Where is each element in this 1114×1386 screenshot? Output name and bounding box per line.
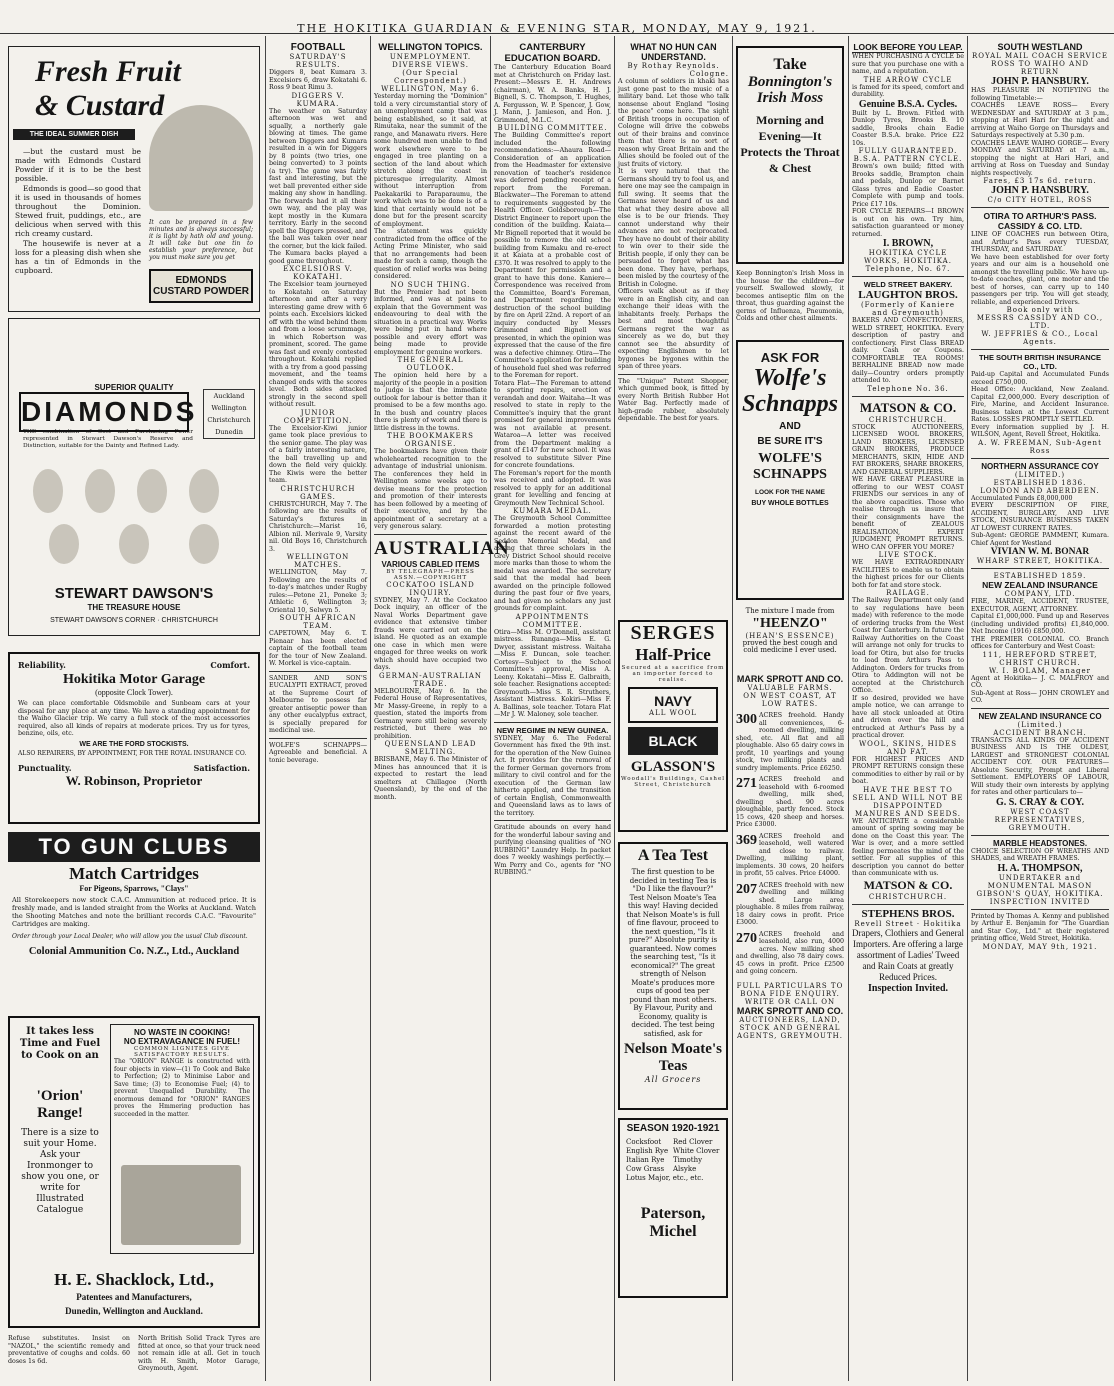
tea-test-heading: A Tea Test bbox=[637, 847, 709, 864]
wellington-date: WELLINGTON, May 6. bbox=[381, 85, 480, 93]
northern-text: EVERY DESCRIPTION OF FIRE, ACCIDENT, BURGLARY, AND LIVE STOCK, INSURANCE BUSINESS TAKEN AT LOWEST CURRENT RATES. bbox=[971, 502, 1109, 532]
mark-sprott-ad bbox=[736, 674, 844, 1380]
football-text-3: The Excelsior-Kiwi junior game took place previous to the senior game. The play was of a fairly interesting nature, the ball travelling up and down the field very quickly. The Kiwis were the better team. bbox=[269, 424, 367, 484]
west-coast-rates: ON WEST COAST, AT LOW RATES. bbox=[743, 692, 837, 708]
cray-role: WEST COAST REPRESENTATIVES, GREYMOUTH. bbox=[994, 807, 1086, 832]
eucalypti-ad: SANDER AND SON'S EUCALYPTI EXTRACT, proved at the Supreme Court of Melbourne to possess far greater antiseptic power than any other eucalyptus extract, is specially prepared for medicinal use. bbox=[269, 674, 367, 734]
nelson-moate-brand: Nelson Moate's Teas bbox=[624, 1041, 722, 1074]
football-text-5: WELLINGTON, May 7. Following are the results of to-day's matches under Rugby rules:—Petone 21, Poneke 3; Athletic 6, Wellington 3; Oriental 10, Selwyn 5. bbox=[269, 569, 367, 614]
accident-text: TRANSACTS ALL KINDS OF ACCIDENT BUSINESS AND IS THE OLDEST, LARGEST and STRONGEST COLONIAL ACCIDENT COY. OUR FEATURES—Absolute Security, Prompt and Liberal Settlement. EMPLOYERS OF LABOUR, Will study their own interests by applying for rates and other particulars to— bbox=[971, 736, 1109, 796]
bonnington-take: Take bbox=[773, 56, 807, 73]
ring-illustration bbox=[85, 469, 115, 513]
canterbury-text-3: Totara Flat—The Foreman to attend to sporting repairs, erection of verandah and door. Waitaha—It was resolved to state in reply to the Committee's inquiry that the grant promised for general improvements was not available at present. Wataroa—A letter was received from the Department making a grant of £147 for new school. It was resolved to substitute Silver Pine for concrete foundations. bbox=[494, 379, 611, 469]
garage-copy: We can place comfortable Oldsmobile and Sunbeam cars at your disposal for any place at any time. We have a standing appointment for the Waiho Glacier trip. We carry a full stock of the most accessories required, also all kinds of repairs at moderate prices. Try us for tyres, benzine, oils, etc. bbox=[18, 700, 250, 737]
tyres-note: North British Solid Track Tyres are fitted at once, so that your truck need not remain idle at all. Get in touch with H. Smith, Motor Garage, Greymouth, Agent. bbox=[138, 1335, 260, 1372]
garage-subtitle: (opposite Clock Tower). bbox=[95, 688, 173, 697]
bakery-telephone: Telephone No. 36. bbox=[867, 384, 949, 393]
seed-item: White Clover bbox=[673, 1147, 720, 1155]
wolfes-and: AND bbox=[779, 421, 801, 432]
wellington-sub-2: DIVERSE VIEWS. bbox=[392, 61, 469, 69]
football-section-6: SOUTH AFRICAN TEAM. bbox=[279, 614, 357, 630]
coach-leave-ross: COACHES LEAVE ROSS— Every WEDNESDAY and SATURDAY at 3 p.m., stopping at Hari Hari for the night and arriving at Waiho Gorge on Thursdays and Saturdays respectively at 5.30 p.m. bbox=[971, 102, 1109, 139]
ring-illustration bbox=[119, 524, 149, 564]
reliability-label: Reliability. bbox=[18, 660, 66, 670]
wellington-correspondent: (Our Special Correspondent.) bbox=[393, 69, 468, 85]
northern-city: LONDON AND ABERDEEN. bbox=[980, 486, 1100, 495]
aus-section-3: QUEENSLAND LEAD SMELTING. bbox=[384, 740, 477, 756]
northern-heading: NORTHERN ASSURANCE COY bbox=[981, 461, 1099, 471]
serges-sub: Secured at a sacrifice from an importer forced to realise. bbox=[621, 665, 725, 683]
otira-text-1: LINE OF COACHES run between Otira, and Arthur's Pass every TUESDAY, THURSDAY, and SATURDAY. bbox=[971, 231, 1109, 253]
matson-text-4: The Railway Department only (and to say regulations have been made) with reference to the mode of ordering trucks from the West Coast for Canterbury. In future the Railway Authorities on the Coast will arrange not only for trucks to load for Otira, but also for trucks to load from Arthurs Pass to Addington. Orders for trucks from Otira to Addington will not be accepted at the Christchurch Office. bbox=[852, 597, 964, 694]
northern-est: ESTABLISHED 1836. bbox=[993, 478, 1087, 487]
full-particulars: FULL PARTICULARS TO BONA FIDE ENQUIRY. bbox=[736, 981, 844, 998]
range-stove-illustration bbox=[121, 1165, 241, 1245]
bonnington-slogan: Morning and Evening—It Protects the Throat & Chest bbox=[740, 113, 840, 175]
masthead: THE HOKITIKA GUARDIAN & EVENING STAR, MONDAY, MAY 9, 1921. bbox=[0, 0, 1114, 34]
bsa-text: Built by L. Brown. Fitted with Dunlop Tyres, Brooks B. 10 saddle, Brooks chain Eadie Coaster B.S.A. brake. Price £22 10s. bbox=[852, 109, 964, 147]
aus-text-2: MELBOURNE, May 6. In the Federal House of Representatives, Mr Massy-Greene, in reply to a question, stated the imports from Germany were still being severely restricted, but there was no prohibition. bbox=[374, 687, 487, 740]
new-guinea-heading: NEW REGIME IN NEW GUINEA. bbox=[496, 725, 609, 735]
best-to-sell: HAVE THE BEST TO SELL AND WILL NOT BE DISAPPOINTED bbox=[852, 785, 964, 810]
tea-test-copy: The first question to be decided in testing Tea is "Do I like the flavour?" Test Nelson Moate's Tea this way! Having decided that Nelson Moate's is full of fine flavour, proceed to the next question, "Is it pure?" Absolute purity is guaranteed. Now comes the searching test, "Is it economical?" The great strength of Nelson Moate's produces more cups of good tea per pound than most others. By Flavour, Purity and Economy, quality is decided. The test being satisfied, ask for bbox=[626, 868, 720, 1038]
edmonds-tin: EDMONDS CUSTARD POWDER bbox=[149, 269, 253, 303]
hansbury-name-2: JOHN P. HANSBURY. bbox=[991, 185, 1089, 196]
stephens-invite: Inspection Invited. bbox=[867, 982, 948, 994]
football-heading: FOOTBALL bbox=[290, 42, 346, 53]
south-british-sub: A. W. FREEMAN, Sub-Agent Ross bbox=[978, 438, 1102, 455]
wellington-section-4: THE BOOKMAKERS ORGANISE. bbox=[387, 432, 474, 448]
stephens-copy: Drapers, Clothiers and General Importers. Are offering a large assortment of Ladies' Tweed and Rain Coats at greatly Reduced Prices. bbox=[852, 927, 964, 982]
diamond-superior-label: SUPERIOR QUALITY bbox=[94, 383, 174, 392]
orion-lignite: COMMON LIGNITES GIVE SATISFACTORY RESULTS. bbox=[133, 1046, 230, 1058]
canterbury-column bbox=[494, 42, 611, 1380]
no-extravagance: NO EXTRAVAGANCE IN FUEL! bbox=[123, 1037, 241, 1046]
mark-sprott-heading: MARK SPROTT AND CO. bbox=[736, 674, 844, 684]
all-wool: ALL WOOL bbox=[649, 709, 697, 717]
cassidy-heading: CASSIDY & CO. LTD. bbox=[997, 221, 1083, 231]
otira-firm: MESSRS CASSIDY AND CO., LTD. bbox=[976, 314, 1104, 330]
farm-number: 271 bbox=[736, 776, 757, 791]
railage: RAILAGE. bbox=[886, 589, 930, 597]
gun-copy: All Storekeepers now stock C.A.C. Ammunition at reduced price. It is freshly made, and is landed straight from the Works at Auckland. Watch the Shooting Matches and note the brilliant records C.A.C. "Favourite" Cartridges are making. bbox=[12, 896, 256, 928]
bonnington-footnote: Keep Bonnington's Irish Moss in the house for the children—for yourself. Swallowed slowly, it becomes antiseptic film on the throat, thus guarding against the germs of Influenza, Pneumonia, Colds and other chest ailments. bbox=[736, 270, 844, 322]
nz-ins-agent: Agent at Hokitika— J. C. MALFROY and CO. bbox=[971, 674, 1109, 689]
paterson-michel: Paterson, Michel bbox=[640, 1205, 706, 1240]
no-hun-byline: By Rothay Reynolds. bbox=[627, 62, 720, 70]
shacklock-cities: Dunedin, Wellington and Auckland. bbox=[65, 1306, 203, 1316]
cray-firm: G. S. CRAY & COY. bbox=[995, 796, 1085, 808]
orion-right-panel bbox=[110, 1024, 254, 1254]
orion-name: 'Orion' Range! bbox=[36, 1088, 84, 1121]
nz-ins-co-heading: NEW ZEALAND INSURANCE CO bbox=[978, 711, 1102, 721]
heenzo-quote: The mixture I made from bbox=[745, 607, 835, 615]
punctuality-label: Punctuality. bbox=[18, 763, 72, 773]
matson-text-5: If so desired, provided we have ample notice, we can arrange to have all stock unloaded at Otira and driven over the hill and entrucked at Arthur's Pass by a practical drover. bbox=[852, 694, 964, 739]
otira-heading: OTIRA TO ARTHUR'S PASS. bbox=[983, 211, 1097, 221]
aus-text-3: BRISBANE, May 6. The Minister of Mines has announced that it is expected to restart the lead smelters at Chillagoe (North Queensland), by the end of the month. bbox=[374, 756, 487, 801]
aus-section-2: GERMAN-AUSTRALIAN TRADE. bbox=[378, 671, 483, 688]
farm-number: 207 bbox=[736, 881, 757, 897]
football-text-4: CHRISTCHURCH, May 7. The following are the results of Saturday's fixtures in Christchurch:—Marist 16, Albion nil. Merivale 9, Varsity nil. Old Boys 16, Christchurch 3. bbox=[269, 500, 367, 553]
south-british-heading: THE SOUTH BRITISH INSURANCE CO., LTD. bbox=[978, 353, 1102, 371]
football-text-6: CAPETOWN, May 6. T. Pienaar has been elected captain of the football team for the tour of New Zealand. W. Morkel is vice-captain. bbox=[269, 630, 367, 667]
canterbury-text-2: The Building Committee's report included the following recommendations:—Ahaura Road—Consideration of an application from the Headmaster for extensive renovation of teacher's residence was deferred pending receipt of a report from the Foreman. Blackwater—The Foreman to attend to requirements suggested by the Health Officer. Goldsborough—The District Engineer to report upon the condition of the building. Kaiata—Mr Bignell reported that it would be possible to remove the old school building from Kumaku and re-erect it at Kaiata at a probable cost of £370. It was resolved to apply to the Department for permission and a grant to have this done. Kaniere—Correspondence was received from the Committee, Board's Foreman, and Department regarding the destruction of the school building by fire on April 22nd. A report of an inquiry conducted by Messrs Grimmond and Bignell was presented, in which the opinion was expressed that the cause of the fire was a defective chimney. Otira—The Committee's application for building of household fuel shed was referred to the Foreman for report. bbox=[494, 132, 611, 379]
column-seven bbox=[852, 42, 964, 1380]
unique-shopper-note: The "Unique" Patent Shopper, which gummed book, is fitted by every North British Rubber Hot Water Bag. Perfectly made of high-grade rubber, absolutely dependable. The best for years. bbox=[618, 377, 729, 422]
football-column bbox=[269, 42, 367, 1380]
motor-garage-ad bbox=[8, 652, 260, 824]
shacklock-sub: Patentees and Manufacturers, bbox=[76, 1292, 192, 1302]
ford-stockists: WE ARE THE FORD STOCKISTS. bbox=[79, 740, 189, 748]
ring-illustration bbox=[33, 469, 63, 513]
seed-item: Cow Grass bbox=[626, 1165, 665, 1173]
coach-fares: Fares, £3 17s 6d. return. bbox=[983, 177, 1097, 185]
seed-item: English Rye bbox=[626, 1147, 669, 1155]
custard-copy-1: —but the custard must be made with Edmonds Custard Powder if it is to be the best possible. bbox=[15, 147, 141, 183]
treasure-house: THE TREASURE HOUSE bbox=[87, 603, 181, 612]
city-2: Wellington bbox=[211, 404, 247, 412]
football-section-4: CHRISTCHURCH GAMES. bbox=[280, 484, 356, 501]
column-rule bbox=[490, 36, 491, 1381]
mark-sprott-role: AUCTIONEERS, LAND, STOCK AND GENERAL AGENTS, GREYMOUTH. bbox=[737, 1015, 843, 1040]
arrow-cycle-text: is famed for its speed, comfort and durability. bbox=[852, 83, 964, 98]
buy-whole-bottles: BUY WHOLE BOTTLES bbox=[751, 500, 829, 507]
farm-description: ACRES freehold. Handy all conveniences, 6-roomed dwelling, milking shed, etc. All flat and all ploughable. Also 65 dairy cows in profit, 10 yearlings and young stock, two milking plants and sundry implements. Price £6250. bbox=[736, 712, 844, 772]
stewart-dawson-name: STEWART DAWSON'S bbox=[54, 585, 214, 602]
bonar-address: WHARF STREET, HOKITIKA. bbox=[976, 557, 1104, 565]
stewart-dawson-ad bbox=[8, 318, 260, 636]
wellington-text-3: But the Premier had not been informed, and was at pains to explain that the Government was endeavouring to deal with the situation in a practical way. Works were being put in hand where possible and every effort was being made to provide employment for genuine workers. bbox=[374, 288, 487, 356]
seed-item: Italian Rye bbox=[626, 1156, 665, 1164]
glassons-name: GLASSON'S bbox=[630, 759, 716, 775]
nz-ins-subagent: Sub-Agent at Ross— JOHN CROWLEY and CO. bbox=[971, 689, 1109, 704]
nz-ins-est: ESTABLISHED 1859. bbox=[993, 572, 1087, 580]
cycle-repairs: FOR CYCLE REPAIRS—I BROWN is out on his own. Try him, satisfaction guaranteed or money returned. bbox=[852, 208, 964, 238]
wellington-heading: WELLINGTON TOPICS. bbox=[378, 42, 483, 53]
coach-route: ROSS TO WAIHO AND RETURN bbox=[991, 60, 1089, 76]
football-section-1: DIGGERS V. KUMARA. bbox=[291, 91, 345, 108]
south-british-agent: Every information supplied by J. H. WILSON, Agent, Revell Street, Hokitika. bbox=[971, 423, 1109, 438]
serges-half-price: Half-Price bbox=[635, 645, 711, 664]
no-hun-city: Cologne. bbox=[689, 70, 729, 78]
matson-text-1: STOCK AUCTIONEERS, LICENSED WOOL BROKERS, LAND BROKERS, LICENSED GRAIN BROKERS, PRODUCE MERCHANTS, SKIN, HIDE AND FAT BROKERS, SHARE BROKERS, AND GENERAL SUPPLIERS. bbox=[852, 423, 964, 476]
nz-ins-text-1: FIRE, MARINE, ACCIDENT, TRUSTEE, EXECUTOR, AGENT, ATTORNEY. bbox=[971, 598, 1109, 613]
football-sub: SATURDAY'S RESULTS. bbox=[289, 53, 347, 69]
orion-body: The "ORION" RANGE is constructed with four objects in view—(1) To Cook and Bake to Perfection; (2) to Minimise Labor and Save time; (3) to Economise Fuel; (4) to prevent Unequalled Durability. The enormous demand for "ORION" RANGES proves the Hmmering production has succeeded in the matter. bbox=[114, 1058, 250, 1118]
farm-number: 300 bbox=[736, 712, 757, 727]
seed-list bbox=[620, 1134, 726, 1187]
nz-ins-manager: W. I. BOLAM, Manager bbox=[989, 666, 1091, 675]
football-section-3: JUNIOR COMPETITION. bbox=[283, 408, 353, 425]
nz-ins-heading: NEW ZEALAND INSURANCE bbox=[982, 580, 1098, 590]
wellington-sub: UNEMPLOYMENT. bbox=[389, 53, 472, 61]
laughton-sub: (Formerly of Kaniere and Greymouth) bbox=[860, 301, 956, 317]
wolfes-name-2: WOLFE'S SCHNAPPS bbox=[753, 451, 827, 482]
column-rule bbox=[967, 36, 968, 1381]
ring-illustration bbox=[137, 469, 167, 513]
city-3: Christchurch bbox=[207, 416, 251, 424]
farm-number: 270 bbox=[736, 930, 757, 946]
ring-illustration bbox=[189, 524, 219, 564]
football-section-2: EXCELSIORS V. KOKATAHI. bbox=[283, 265, 353, 281]
no-hun-article bbox=[618, 42, 729, 612]
season-seeds-ad bbox=[618, 1118, 728, 1298]
city-4: Dunedin bbox=[215, 428, 243, 436]
brown-name: I. BROWN, bbox=[882, 238, 934, 249]
nz-ins-capital: Capital £1,000,000. Fund up and Reserves (including undivided profits) £1,840,000. Net Income (1916) £850,000. bbox=[971, 613, 1109, 635]
custard-heading-2: & Custard bbox=[35, 89, 165, 122]
stewart-dawson-address: STEWART DAWSON'S CORNER · CHRISTCHURCH bbox=[50, 617, 218, 624]
look-for-name: LOOK FOR THE NAME bbox=[754, 489, 826, 496]
city-1: Auckland bbox=[213, 392, 245, 400]
wellington-text-1: Yesterday morning the "Dominion" told a very circumstantial story of an unemployment camp that was being established, so it said, at Rimutaka, near the summit of the range, and Manawatu rivers. Here some hundred men unable to find work elsewhere were to be engaged in tree planting on a section of the land about which stretch along the coast in picturesque irregularity. Almost without interruption from Paekakariki to Paraparaumu, the work which was to be done is of a kind that certainly would not be done but for the present scarcity of employment. bbox=[374, 93, 487, 228]
look-before-text: WHEN PURCHASING A CYCLE be sure that you purchase one with a name, and a reputation. bbox=[852, 53, 964, 75]
hansbury-name: JOHN P. HANSBURY. bbox=[991, 76, 1089, 87]
gun-clubs-title: TO GUN CLUBS bbox=[8, 832, 260, 862]
thompson-name: H. A. THOMPSON, bbox=[997, 862, 1083, 874]
seed-item: Red Clover bbox=[673, 1138, 713, 1146]
hansbury-intro: HAS PLEASURE IN NOTIFYING the following Timetable:— bbox=[971, 87, 1109, 102]
canterbury-section-1: BUILDING COMMITTEE. bbox=[497, 124, 608, 132]
cycle-telephone: Telephone, No. 67. bbox=[865, 265, 951, 273]
ring-illustration bbox=[49, 524, 79, 564]
weld-bakery: WELD STREET BAKERY. bbox=[863, 280, 953, 289]
fully-guaranteed: FULLY GUARANTEED. bbox=[858, 147, 958, 155]
northern-agent: Sub-Agent: GEORGE PAMMENT, Kumara. Chief Agent for Westland bbox=[971, 532, 1109, 547]
accident-branch: ACCIDENT BRANCH. bbox=[993, 728, 1087, 737]
mark-sprott-firm: MARK SPROTT AND CO. bbox=[736, 1005, 844, 1016]
shacklock-name: H. E. Shacklock, Ltd., bbox=[54, 1270, 214, 1289]
farm-description: ACRES freehold and leasehold, also run, 4000 acres. New milking shed and dwelling, also 78 dairy cows. 45 cows in profit. Price £2500 and going concern. bbox=[736, 930, 844, 975]
seed-item: Alsyke bbox=[673, 1165, 697, 1173]
custard-copy-2: Edmonds is good—so good that it is used in thousands of homes throughout the Dominion. Stewed fruit, puddings, etc., are delicious when served with this rich creamy custard. bbox=[15, 184, 141, 238]
stephens-street: Revell Street · Hokitika bbox=[854, 919, 962, 928]
wellington-text-2: The statement was quickly contradicted from the office of the Acting Prime Minister, who said that no arrangements had been made for such a camp, though the question of relief works was being considered. bbox=[374, 228, 487, 280]
orion-intro: It takes less Time and Fuel to Cook on an bbox=[19, 1026, 101, 1061]
bonnington-ad bbox=[736, 46, 844, 264]
farm-description: ACRES freehold with new dwelling and milking shed. Large area ploughable. 8 miles from railway, 18 dairy cows in profit. Price £3000. bbox=[736, 881, 844, 926]
wellington-section-2: NO SUCH THING. bbox=[390, 280, 471, 289]
diamonds-cities bbox=[203, 389, 255, 439]
wellington-section-3: THE GENERAL OUTLOOK. bbox=[397, 356, 464, 372]
no-hun-text-2: It is very natural that the Germans should try to fool us, and here one may see the campaign in full swing. It seems that the Germans never heard of us and that what they desire above all else is to be our friends. They cannot understand why their advances are not reciprocated. They have no doubt of their ability to win over to their side the British people, if only they can be persuaded to forget what has been done. They have, perhaps, been misled by the courtesy of the British in Cologne. bbox=[618, 168, 729, 288]
otira-text-2: We have been established for over forty years and our aim is a household one amongst the travelling public. We have up-to-date coaches, giant, one motor and the best of horses, can carry up to 140 passengers per trip. You will get steady, reliable, and experienced Drivers. bbox=[971, 253, 1109, 306]
bakery-text: BAKERS AND CONFECTIONERS, WELD STREET, HOKITIKA. Every description of pastry and confectionery. First Class BREAD daily. Cash or Coupons. COMFORTABLE TEA ROOMS! BERHALINE BREAD now made daily—Country orders promptly attended to. bbox=[852, 317, 964, 384]
gratitude-note: Gratitude abounds on every hand for the wonderful labour saving and purifying cleansing qualities of "NO RUBBING" Laundry Help. In packet does 7 weekly washings perfectly.—Wm Perry and Co., agents for "NO RUBBING." bbox=[494, 824, 611, 876]
australian-heading: AUSTRALIAN bbox=[374, 537, 510, 559]
match-cartridges: Match Cartridges bbox=[69, 864, 199, 883]
bsa-pattern: B.S.A. PATTERN CYCLE. bbox=[853, 155, 963, 163]
stephens-name: STEPHENS BROS. bbox=[861, 907, 955, 920]
otira-agents: W. JEFFRIES & CO., Local Agents. bbox=[981, 330, 1099, 346]
matson-text-3: WE HAVE EXTRAORDINARY FACILITIES to enable us to obtain the highest prices for our Clients both for fat and store stock. bbox=[852, 559, 964, 589]
nazol-note: Refuse substitutes. Insist on "NAZOL," the scientific remedy and preventative of coughs and colds. 60 doses 1s 6d. bbox=[8, 1335, 130, 1365]
football-text-2: The Excelsior team journeyed to Kokatahi on Saturday afternoon and after a very interesting game drew with 6 points each. Excelsiors kicked off with the wind behind them and from a loose scrummage, in which Robertson was prominent, scored. The game was fast and evenly contested throughout. Kokatahi replied with a try from a good passing movement, and the teams changed ends with the scores level. Both sides attacked strongly in the second spell without result. bbox=[269, 281, 367, 408]
column-rule bbox=[370, 36, 371, 1381]
print-date: MONDAY, MAY 9th, 1921. bbox=[982, 942, 1098, 951]
farm-number: 369 bbox=[736, 832, 757, 848]
northern-sub: (LIMITED.) bbox=[1014, 470, 1066, 479]
serges-heading: SERGES bbox=[630, 622, 716, 644]
canterbury-section-3: APPOINTMENTS COMMITTEE. bbox=[515, 612, 590, 629]
farm-description: ACRES freehold and leasehold, well watered and close to railway. Dwelling, milking plant, implements. 30 cows, 20 heifers in profit, 55 calves. Price £4000. bbox=[736, 832, 844, 877]
write-or-call: WRITE OR CALL ON bbox=[744, 997, 836, 1006]
ammunition-company: Colonial Ammunition Co. N.Z., Ltd., Auckland bbox=[28, 945, 240, 957]
wolfes-schnapps-ad bbox=[736, 340, 844, 600]
column-rule bbox=[614, 36, 615, 1381]
genuine-bsa: Genuine B.S.A. Cycles. bbox=[858, 98, 958, 110]
cycle-works: HOKITIKA CYCLE WORKS, HOKITIKA. bbox=[864, 249, 952, 265]
bonnington-name: Bonnington's Irish Moss bbox=[747, 74, 833, 106]
custard-side-note: It can be prepared in a few minutes and is always successful; it is light by hath old and young. It will take but one tin to establish your preference, but you must make sure you get bbox=[149, 219, 253, 261]
heenzo-name: "HEENZO" bbox=[752, 615, 828, 631]
thompson-role: UNDERTAKER and MONUMENTAL MASON bbox=[987, 873, 1093, 890]
wolfes-name: Wolfe's Schnapps bbox=[741, 365, 839, 417]
south-british-text-1: Paid-up Capital and Accumulated Funds exceed £750,000. bbox=[971, 371, 1109, 386]
gun-clubs-ad bbox=[8, 832, 260, 1002]
column-rule bbox=[848, 36, 849, 1381]
nz-ins-co-sub: (Limited.) bbox=[1017, 720, 1063, 729]
garage-proprietor: W. Robinson, Proprietor bbox=[65, 773, 203, 788]
farm-description: ACRES freehold and leasehold with 6-roomed dwelling, milk shed, dwelling shed. 90 acres ploughable, partly fenced. Stock 15 cows, 420 sheep and horses. Price £3000. bbox=[736, 776, 844, 828]
woman-illustration bbox=[149, 105, 253, 211]
hansbury-hotel: C/o CITY HOTEL, ROSS bbox=[987, 196, 1093, 204]
no-waste: NO WASTE IN COOKING! bbox=[134, 1028, 230, 1037]
column-eight bbox=[971, 42, 1109, 1380]
canterbury-text-4: The Foreman's report for the month was received and adopted. It was resolved to apply for an additional grant for levelling and fencing at Greymouth New Technical School. bbox=[494, 469, 611, 507]
serges-ad bbox=[618, 620, 728, 832]
no-hun-text-3: Officers walk about as if they were in an English city, and can exchange their ideas with the inhabitants freely. Perhaps the best and most thoughtful Germans regret the war as sincerely as we do, but they cannot see the absurdity of expecting Englishmen to let bygones be bygones within the span of three years. bbox=[618, 288, 729, 370]
garage-title: Hokitika Motor Garage bbox=[62, 672, 206, 687]
custard-copy bbox=[15, 147, 141, 276]
look-before-heading: LOOK BEFORE YOU LEAP. bbox=[853, 42, 963, 52]
nz-ins-company: COMPANY, LTD. bbox=[1004, 590, 1076, 598]
glassons-address: Woodall's Buildings, Cashel Street, Christchurch bbox=[621, 776, 725, 788]
manures-seeds: MANURES AND SEEDS. bbox=[854, 809, 962, 818]
season-heading: SEASON 1920-1921 bbox=[626, 1123, 720, 1134]
canterbury-text-5: The Greymouth School Committee forwarded a motion protesting against the recent award of the Seddon Memorial Medal, and asking that three scholars in the Grey District School should receive more marks than those to whom the medal was awarded. The secretary said that the medal had been awarded on the principle followed during the past four or five years, and had given no scholars any just grounds for complaint. bbox=[494, 515, 611, 612]
canterbury-section-2: KUMARA MEDAL. bbox=[513, 507, 592, 515]
ring-illustration bbox=[189, 469, 219, 513]
otira-book: Book only with bbox=[1006, 306, 1074, 314]
matson-name: MATSON & CO. bbox=[859, 399, 957, 415]
be-sure: BE SURE IT'S bbox=[757, 436, 823, 447]
cabled-items: VARIOUS CABLED ITEMS bbox=[381, 559, 480, 569]
no-hun-heading: WHAT NO HUN CAN UNDERSTAND. bbox=[630, 42, 717, 62]
nz-ins-text-2: THE PREMIER COLONIAL CO. Branch offices for Canterbury and West Coast: bbox=[971, 635, 1109, 650]
orion-size-copy: There is a size to suit your Home. Ask your Ironmonger to show you one, or write for Illustrated Catalogue bbox=[21, 1128, 99, 1215]
telegraph-note: BY TELEGRAPH—PRESS ASSN.—COPYRIGHT bbox=[386, 568, 475, 581]
matson-text-6: FOR HIGHEST PRICES AND PROMPT RETURNS consign these commodities to either by rail or by boat. bbox=[852, 755, 964, 785]
black-label: BLACK bbox=[628, 727, 718, 755]
matson-text-7: WE ANTICIPATE a considerable amount of spring sowing may be done on the Coast this year. The War is over, and a more settled feeling permeates the mind of the settler. For all supplies of this description you cannot do better than communicate with us. bbox=[852, 817, 964, 877]
matson-name-2: MATSON & CO. bbox=[863, 877, 953, 892]
comfort-label: Comfort. bbox=[210, 660, 250, 670]
edmonds-custard-ad bbox=[8, 46, 260, 312]
wool-skins: WOOL, SKINS, HIDES AND FAT. bbox=[858, 739, 958, 756]
orion-range-ad bbox=[8, 1016, 260, 1328]
diamonds-copy: THE combination of Cost and Purchasing Power represented in Stewart Dawson's Reserve and Distinction, suitable for the Dainty and Refined Lady. bbox=[23, 429, 193, 449]
seed-item: Lotus Major, etc., etc. bbox=[626, 1174, 704, 1182]
northern-funds: Accumulated Funds £8,000,000 bbox=[971, 494, 1073, 502]
tea-test-ad bbox=[618, 842, 728, 1110]
custard-heading-1: Fresh Fruit bbox=[35, 55, 181, 88]
marble-text: CHOICE SELECTION OF WREATHS AND SHADES, and WREATH FRAMES. bbox=[971, 847, 1109, 862]
column-rule bbox=[265, 36, 266, 1381]
seed-item: Cocksfoot bbox=[626, 1138, 662, 1146]
heenzo-endorsement: proved the best cough and cold medicine I ever used. bbox=[742, 638, 838, 654]
south-westland: SOUTH WESTLAND bbox=[997, 42, 1083, 52]
football-scores: Diggers 8, beat Kumara 3. Excelsiors 6, draw Kokatahi 6. Ross 9 beat Rimu 3. bbox=[269, 69, 367, 91]
canterbury-text-6: Otira—Miss M. O'Donnell, assistant mistress. Runanga—Miss E. G. Dwyer, assistant mistress. Waitaha—Miss F. Duncan, sole teacher. Cortesy—Subject to the School Committee's approval, Miss A. Leeny. Kokatahi—Miss E. Galbraith, sole teacher. Resignations accepted: Greymouth—Miss S. R. Struthers, Assistant Mistress. Kokiri—Miss F. A. Ballinas, sole teacher. Totara Flat—Mr J. W. Maloney, sole teacher. bbox=[494, 628, 611, 718]
marble-heading: MARBLE HEADSTONES. bbox=[992, 838, 1088, 848]
arrow-cycle: THE ARROW CYCLE bbox=[863, 75, 953, 84]
coach-leave-waiho: COACHES LEAVE WAIHO GORGE— Every MONDAY and SATURDAY at 7 a.m., stopping the night at Hari Hari, and arriving at Ross on Tuesday and Sunday nights respectively. bbox=[971, 139, 1109, 177]
football-section-5: WELLINGTON MATCHES. bbox=[286, 553, 350, 569]
matson-city: CHRISTCHURCH. bbox=[868, 415, 948, 424]
football-text-1: The weather on Saturday afternoon was wet and squally, a northerly gale blowing at times. The game between Diggers and Kumara resulted in a win for Diggers by 8 points (two tries, one being converted) to 3 points (a try). The game was fairly fast and interesting, but the wet ball prevented either side making any show in handling. The forwards had it all their own way, and the play was kept mostly in the Kumara territory. Early in the second spell the Diggers pressed, and the ball was taken over near the corner, but the kick failed. The Kumara backs played a good game throughout. bbox=[269, 107, 367, 265]
south-british-text-2: Head Office: Auckland, New Zealand. Capital £2,000,000. Every description of Fire, Marine, and Accident Insurance. Business taken at the Lowest Current Rates. LOSSES PROMPTLY SETTLED. bbox=[971, 386, 1109, 423]
new-guinea-text: SYDNEY, May 6. The Federal Government has fixed the 9th inst. for the operation of the New Guinea Act. It provides for the removal of the former German governors from military to civil control and for the execution of the German law hitherto applied, and the transition of certain English, Commonwealth and Queensland laws as to laws of the territory. bbox=[494, 734, 611, 817]
canterbury-heading: CANTERBURY EDUCATION BOARD. bbox=[504, 42, 601, 64]
heenzo-sub: (HEAN'S ESSENCE) bbox=[745, 631, 835, 640]
valuable-farms: VALUABLE FARMS. bbox=[747, 684, 833, 692]
seed-item: Timothy bbox=[673, 1156, 703, 1164]
cartridge-targets: For Pigeons, Sparrows, "Clays" bbox=[79, 884, 189, 893]
gun-order-note: Order through your Local Dealer, who will allow you the usual Club discount. bbox=[12, 933, 248, 940]
custard-strip: THE IDEAL SUMMER DISH bbox=[13, 129, 135, 140]
wellington-text-5: The bookmakers have given their wholehearted recognition to the advantage of industrial unionism. The conferences they held in Wellington some weeks ago to devise means for the protection and promotion of their interests has been followed by a meeting of their executive, and by the appointment of a secretary at a very generous salary. bbox=[374, 448, 487, 530]
custard-copy-3: The housewife is never at a loss for a pleasing dish when she has a tin of Edmonds in the cupboard. bbox=[15, 239, 141, 275]
aus-text-1: SYDNEY, May 7. At the Cockatoo Dock inquiry, an officer of the Naval Works Department gave evidence that extensive timber frauds were carried out on the island. He quoted as an example one case in which men were engaged for three weeks on work which should have occupied two days. bbox=[374, 596, 487, 671]
diamonds-title: DIAMONDS bbox=[19, 392, 189, 432]
wellington-column bbox=[374, 42, 510, 1380]
aus-section-1: COCKATOO ISLAND INQUIRY. bbox=[386, 580, 475, 597]
ask-for: ASK FOR bbox=[760, 350, 820, 365]
mail-coach: ROYAL MAIL COACH SERVICE bbox=[972, 52, 1108, 60]
wolfes-note: WOLFE'S SCHNAPPS—Agreeable and beneficial. A tonic beverage. bbox=[269, 741, 367, 764]
column-rule bbox=[732, 36, 733, 1381]
heenzo-ad bbox=[736, 608, 844, 668]
navy-label: NAVY bbox=[654, 693, 692, 709]
canterbury-text-1: The Canterbury Education Board met at Christchurch on Friday last. Present:—Messrs E. H. Andrews (chairman), W. A. Banks, H. J. Bignell, S. C. Thompson, T. Hughes, A. Fergusson, W. P. Spencer, J. Gow, J. Mann, J. Jamieson, and Hon. J. Grimmond, M.L.C. bbox=[494, 64, 611, 124]
garage-repairers: ALSO REPAIRERS, BY APPOINTMENT, FOR THE ROYAL INSURANCE CO. bbox=[18, 749, 247, 757]
no-hun-text-1: A column of soldiers in khaki has just gone past to the music of a military band. Let those who talk nonsense about England "losing the peace" come here. The sight of British troops in occupation of Cologne will drive the cobwebs out of their brains and convince them that there is no sort of reason why Great Britain and the Allies should be fooled out of the just fruits of victory. bbox=[618, 78, 729, 168]
nz-ins-address: 111, HEREFORD STREET, CHRIST CHURCH. bbox=[982, 650, 1098, 667]
matson-text-2: WE HAVE GREAT PLEASURE in offering to our WEST COAST FRIENDS our services in any of the above capacities. Those who realise through us insure that their consignments have the benefit of ZEALOUS REALISATION, EXPERT JUDGMENT, PROMPT RETURNS. WHO CAN OFFER YOU MORE? bbox=[852, 476, 964, 551]
satisfaction-label: Satisfaction. bbox=[193, 763, 250, 773]
bsa-pattern-text: Brown's own build; fitted with Brooks saddle, Brampton chain and pedals, Dunlop or Barnet Glass tyres and Eadie Coaster. Complete with pump and tools. Price £17 10s. bbox=[852, 163, 964, 208]
laughton-bros: LAUGHTON BROS. bbox=[858, 289, 958, 301]
live-stock: LIVE STOCK. bbox=[878, 551, 938, 559]
printer-imprint: Printed by Thomas A. Kenny and published by Arthur E. Benjamin for "The Guardian and Star Coy., Ltd." at their registered printing office, Weld Street, Hokitika. bbox=[971, 912, 1109, 942]
thompson-invite: INSPECTION INVITED bbox=[989, 897, 1091, 906]
bonar-name: VIVIAN W. M. BONAR bbox=[990, 547, 1090, 557]
wellington-text-4: The opinion held here by a majority of the people in a position to judge is that the immediate outlook for labour is better than it promised to be a few months ago. In the bush and country places there is plenty of work and there is little distress in the towns. bbox=[374, 372, 487, 432]
all-grocers: All Grocers bbox=[644, 1075, 702, 1084]
matson-city-2: CHRISTCHURCH. bbox=[868, 892, 948, 901]
thompson-address: GIBSON'S QUAY, HOKITIKA. bbox=[976, 889, 1104, 898]
